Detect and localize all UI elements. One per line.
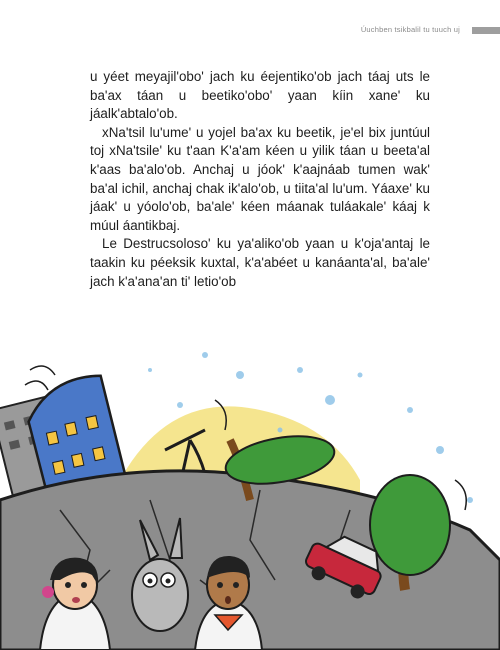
story-paragraph: xNa'tsil lu'ume' u yojel ba'ax ku beetik, je'el bix juntúul toj xNa'tsile' ku t'aan K'a'am kéen u yilik táan u beeta'al k'aas ba'alo'ob. Anchaj u jóok' k'aajnáab tumen wak' ba'al ichil, anchaj chak ik'alo'ob, u tiita'al lu'um. Yáaxe' ku jáak' u yóolo'ob, ba'ale' kéen máanak tuláakale' káaj k múul áantikbaj.: [90, 124, 430, 233]
story-paragraph: u yéet meyajil'obo' jach ku éejentiko'ob jach táaj uts le ba'ax táan u beetiko'obo' yaan kíin xane' ku jáalk'abtalo'ob.: [90, 69, 430, 122]
earthquake-illustration: [0, 330, 500, 650]
story-text: [90, 68, 430, 291]
story-paragraph: Le Destrucsoloso' ku ya'aliko'ob yaan u k'oja'antaj le taakin ku péeksik kuxtal, k'a'abéet u kanáanta'al, ba'ale' jach k'a'ana'an ti' letio'ob: [90, 236, 430, 289]
running-title: Úuchben tsikbalil tu tuuch uj: [360, 25, 460, 34]
header-bar: [472, 27, 500, 34]
